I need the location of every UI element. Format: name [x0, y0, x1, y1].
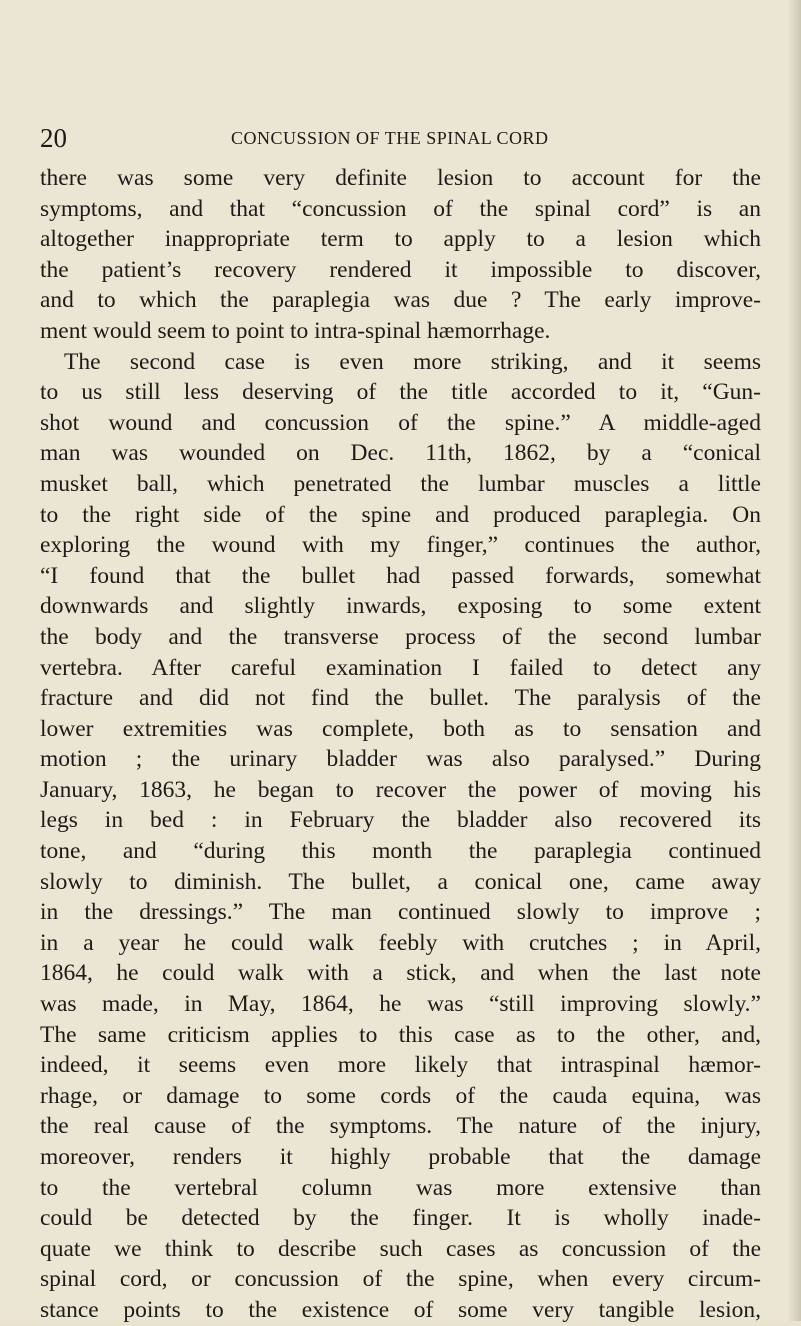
page-header	[40, 121, 760, 155]
text-line: symptoms, and that “concussion of the spinal cord” is an	[40, 195, 761, 222]
text-line: fracture and did not find the bullet. The paralysis of the	[40, 685, 761, 712]
running-head: CONCUSSION OF THE SPINAL CORD	[231, 128, 549, 148]
text-line: January, 1863, he began to recover the power of moving his	[40, 776, 761, 803]
page-edge-shadow	[787, 0, 801, 1321]
text-line: legs in bed : in February the bladder also recovered its	[40, 807, 761, 834]
paragraph-start-line: The second case is even more striking, and it seems	[64, 348, 761, 375]
text-line: 1864, he could walk with a stick, and when the last note	[40, 960, 761, 987]
text-line: indeed, it seems even more likely that intraspinal hæmor-	[40, 1052, 761, 1079]
text-line: slowly to diminish. The bullet, a conical one, came away	[40, 868, 761, 895]
text-line: to the right side of the spine and produced paraplegia. On	[40, 501, 761, 528]
text-line: spinal cord, or concussion of the spine, when every circum-	[40, 1266, 761, 1293]
text-line: quate we think to describe such cases as concussion of the	[40, 1235, 761, 1262]
text-line: “I found that the bullet had passed forwards, somewhat	[40, 562, 761, 589]
text-line: the real cause of the symptoms. The nature of the injury,	[40, 1113, 761, 1140]
text-line: rhage, or damage to some cords of the cauda equina, was	[40, 1082, 761, 1109]
text-line: The same criticism applies to this case as to the other, and,	[40, 1021, 761, 1048]
text-line: motion ; the urinary bladder was also paralysed.” During	[40, 746, 761, 773]
text-line: the body and the transverse process of the second lumbar	[40, 623, 761, 650]
text-line: altogether inappropriate term to apply to a lesion which	[40, 226, 761, 253]
text-line: downwards and slightly inwards, exposing to some extent	[40, 593, 761, 620]
text-line: lower extremities was complete, both as to sensation and	[40, 715, 761, 742]
text-line: to us still less deserving of the title accorded to it, “Gun-	[40, 379, 761, 406]
text-line: moreover, renders it highly probable that the damage	[40, 1144, 761, 1170]
text-line: tone, and “during this month the paraplegia continued	[40, 838, 761, 865]
page-number: 20	[40, 123, 67, 153]
text-line: exploring the wound with my finger,” continues the author,	[40, 532, 761, 559]
text-line: shot wound and concussion of the spine.” A middle-aged	[40, 409, 761, 436]
text-line: ment would seem to point to intra-spinal hæmorrhage.	[40, 317, 551, 344]
text-line: was made, in May, 1864, he was “still improving slowly.”	[40, 991, 761, 1018]
text-line: could be detected by the finger. It is wholly inade-	[40, 1205, 761, 1232]
text-line: the patient’s recovery rendered it impossible to discover,	[40, 256, 761, 283]
text-line: vertebra. After careful examination I failed to detect any	[40, 654, 761, 681]
text-line: stance points to the existence of some very tangible lesion,	[40, 1296, 761, 1323]
text-line: in a year he could walk feebly with crutches ; in April,	[40, 929, 761, 956]
text-line: man was wounded on Dec. 11th, 1862, by a “conical	[40, 440, 761, 467]
text-line: there was some very definite lesion to account for the	[40, 165, 761, 191]
text-line: in the dressings.” The man continued slowly to improve ;	[40, 899, 761, 926]
text-line: musket ball, which penetrated the lumbar muscles a little	[40, 470, 761, 497]
text-line: and to which the paraplegia was due ? The early improve-	[40, 287, 761, 314]
text-line: to the vertebral column was more extensive than	[40, 1174, 761, 1201]
body-text	[40, 163, 761, 1326]
